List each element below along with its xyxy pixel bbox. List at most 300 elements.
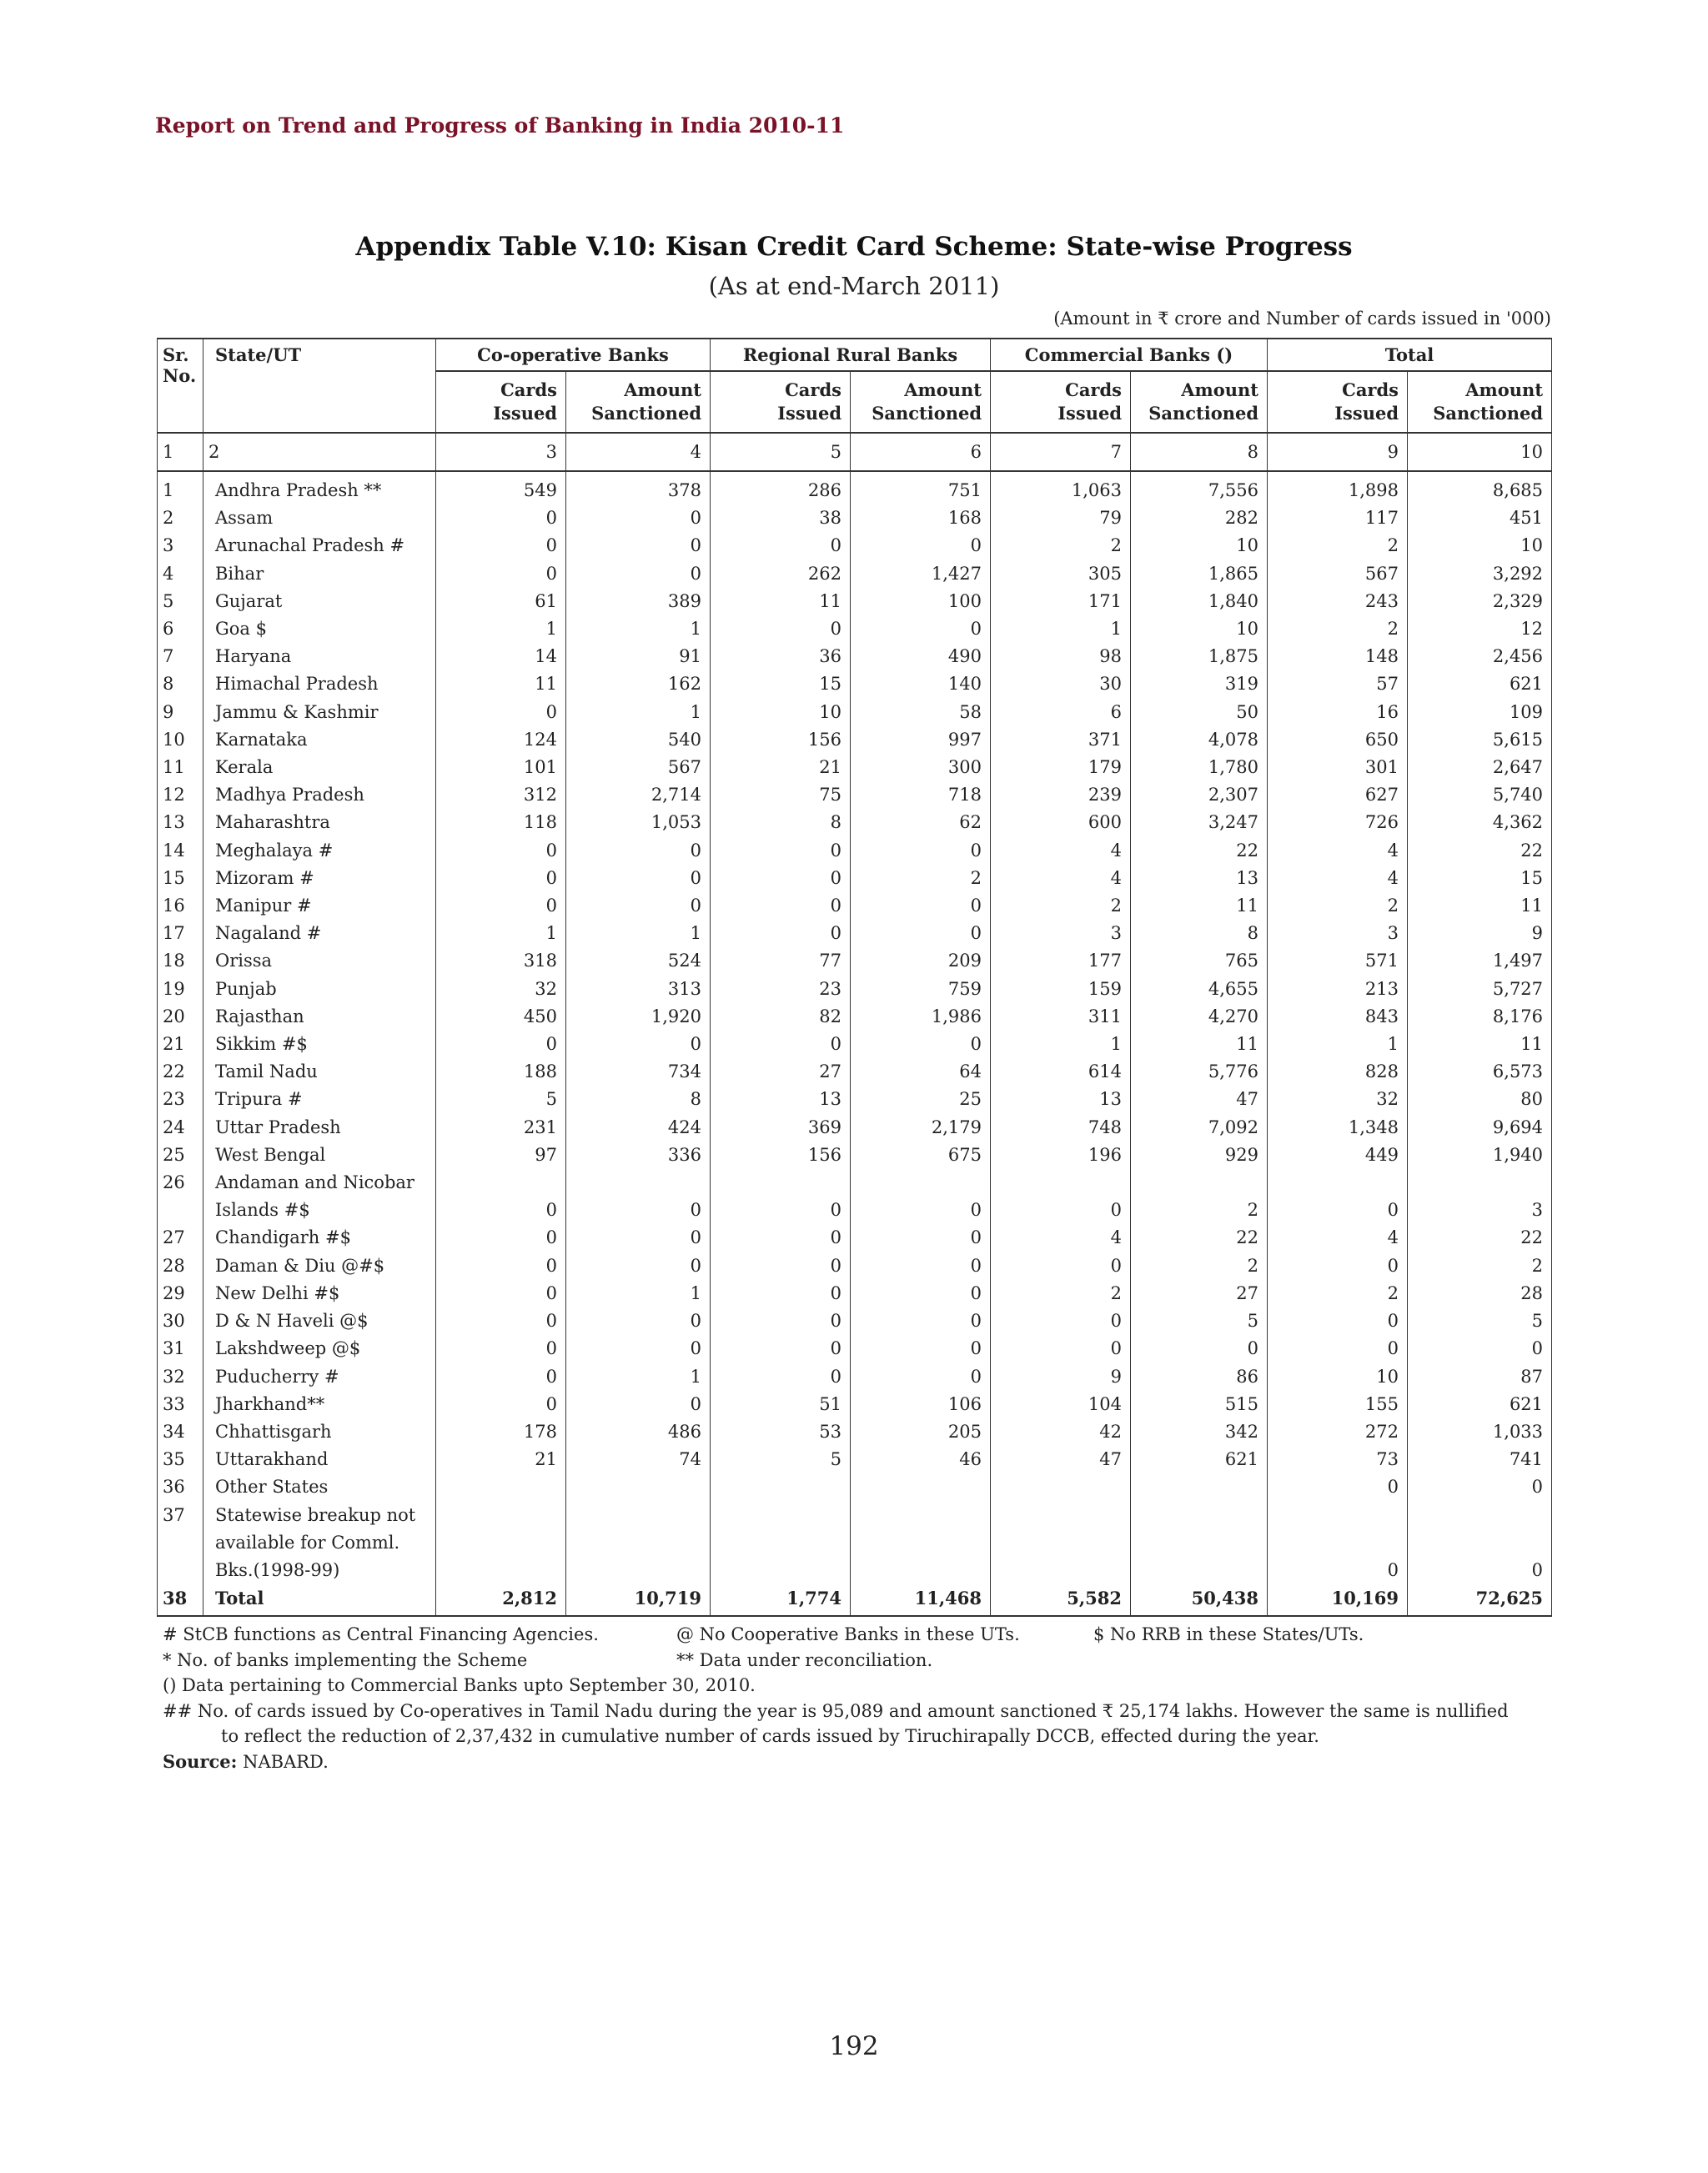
cards-issued-cell: 14 [436,643,566,670]
cards-issued-cell: 0 [1268,1169,1408,1224]
cards-issued-cell: 32 [436,976,566,1003]
amount-sanctioned-cell: 10,719 [566,1584,711,1616]
cards-issued-cell: 10 [711,699,851,726]
sr-no: 18 [158,947,203,975]
amount-sanctioned-cell: 28 [1408,1280,1552,1307]
state-name-line: Arunachal Pradesh # [215,535,405,556]
table-row [158,1280,1552,1307]
amount-sanctioned-cell: 929 [1131,1142,1268,1169]
amount-sanctioned-cell: 5 [1408,1307,1552,1335]
amount-sanctioned-cell: 5 [1131,1307,1268,1335]
cards-issued-cell: 0 [436,560,566,588]
amount-sanctioned-cell: 6,573 [1408,1058,1552,1086]
cards-issued-cell: 118 [436,809,566,836]
state-name [203,1058,436,1086]
cards-issued-cell: 0 [711,1252,851,1280]
state-name-line: Haryana [215,646,292,667]
header-sr-no: Sr. No. [158,339,203,433]
table-row [158,1307,1552,1335]
amount-sanctioned-cell: 0 [851,892,991,920]
cards-issued-cell: 0 [436,1335,566,1363]
table-row [158,892,1552,920]
state-name-line: Chandigarh #$ [215,1227,351,1248]
state-name [203,1280,436,1307]
cards-issued-cell: 450 [436,1003,566,1031]
table-row [158,1169,1552,1224]
amount-sanctioned-cell: 22 [1131,1224,1268,1252]
cards-issued-cell: 4 [1268,837,1408,865]
cards-issued-cell: 57 [1268,670,1408,698]
cards-issued-cell: 21 [436,1446,566,1473]
amount-sanctioned-cell: 27 [1131,1280,1268,1307]
cards-issued-cell: 369 [711,1114,851,1142]
amount-sanctioned-cell: 0 [851,1307,991,1335]
column-number: 2 [203,433,436,471]
column-number: 9 [1268,433,1408,471]
amount-sanctioned-cell: 378 [566,471,711,504]
table-row [158,1363,1552,1391]
cards-issued-cell: 0 [436,1307,566,1335]
cards-issued-cell: 828 [1268,1058,1408,1086]
footnotes [163,1622,1564,1774]
state-name-line: Puducherry # [215,1366,339,1387]
amount-sanctioned-cell: 621 [1408,1391,1552,1418]
amount-sanctioned-cell: 0 [851,1031,991,1058]
amount-sanctioned-cell: 2,456 [1408,643,1552,670]
amount-sanctioned-cell: 0 [851,615,991,643]
amount-sanctioned-cell: 2,179 [851,1114,991,1142]
cards-issued-cell: 5,582 [991,1584,1131,1616]
table-row [158,809,1552,836]
note-star: * No. of banks implementing the Scheme [163,1649,528,1670]
table-row [158,588,1552,615]
state-name [203,947,436,975]
cards-issued-cell: 53 [711,1418,851,1446]
amount-sanctioned-cell: 12 [1408,615,1552,643]
amount-sanctioned-cell: 7,092 [1131,1114,1268,1142]
cards-issued-cell: 79 [991,504,1131,532]
header-amount-sanctioned: Amount Sanctioned [566,371,711,433]
header-state: State/UT [203,339,436,433]
cards-issued-cell: 650 [1268,726,1408,754]
cards-issued-cell: 0 [1268,1473,1408,1501]
sr-no: 10 [158,726,203,754]
note-double-hash-cont: to reflect the reduction of 2,37,432 in cumulative number of cards issued by Tiruchirapally DCCB, effected during the year. [221,1726,1319,1746]
cards-issued-cell: 0 [436,1391,566,1418]
amount-sanctioned-cell: 389 [566,588,711,615]
units-note: (Amount in ₹ crore and Number of cards issued in '000) [1053,309,1551,329]
amount-sanctioned-cell: 621 [1408,670,1552,698]
cards-issued-cell: 0 [436,837,566,865]
cards-issued-cell: 13 [991,1086,1131,1113]
cards-issued-cell: 75 [711,781,851,809]
sr-no: 15 [158,865,203,892]
table-row [158,976,1552,1003]
state-name-line: D & N Haveli @$ [215,1311,369,1332]
table-row [158,1142,1552,1169]
amount-sanctioned-cell: 0 [851,1280,991,1307]
cards-issued-cell: 6 [991,699,1131,726]
amount-sanctioned-cell: 2 [1408,1252,1552,1280]
table-row [158,1391,1552,1418]
state-name-line: Bks.(1998-99) [215,1559,340,1580]
amount-sanctioned-cell: 0 [1408,1335,1552,1363]
amount-sanctioned-cell: 0 [1408,1473,1552,1501]
cards-issued-cell: 0 [436,1224,566,1252]
cards-issued-cell: 0 [711,892,851,920]
amount-sanctioned-cell: 1 [566,920,711,947]
amount-sanctioned-cell [566,1502,711,1585]
state-name [203,1446,436,1473]
state-name-line: Other States [215,1477,329,1498]
sr-no: 24 [158,1114,203,1142]
amount-sanctioned-cell: 3,292 [1408,560,1552,588]
state-name-line: Himachal Pradesh [215,674,379,695]
amount-sanctioned-cell: 342 [1131,1418,1268,1446]
amount-sanctioned-cell: 1 [566,1363,711,1391]
header-cards-issued: Cards Issued [991,371,1131,433]
state-name [203,471,436,504]
amount-sanctioned-cell: 0 [566,837,711,865]
amount-sanctioned-cell: 5,615 [1408,726,1552,754]
cards-issued-cell: 272 [1268,1418,1408,1446]
amount-sanctioned-cell: 336 [566,1142,711,1169]
source-line [163,1749,1564,1775]
amount-sanctioned-cell: 5,740 [1408,781,1552,809]
sr-no: 30 [158,1307,203,1335]
cards-issued-cell: 104 [991,1391,1131,1418]
cards-issued-cell: 10 [1268,1363,1408,1391]
amount-sanctioned-cell: 2 [1131,1252,1268,1280]
cards-issued-cell: 0 [1268,1252,1408,1280]
state-name [203,670,436,698]
cards-issued-cell: 11 [436,670,566,698]
state-name [203,504,436,532]
amount-sanctioned-cell [1131,1502,1268,1585]
cards-issued-cell: 15 [711,670,851,698]
amount-sanctioned-cell: 11 [1408,892,1552,920]
state-name [203,1391,436,1418]
cards-issued-cell: 0 [711,837,851,865]
sr-no: 34 [158,1418,203,1446]
amount-sanctioned-cell: 0 [566,532,711,560]
header-total: Total [1268,339,1552,371]
cards-issued-cell: 748 [991,1114,1131,1142]
state-name [203,920,436,947]
cards-issued-cell: 0 [436,504,566,532]
amount-sanctioned-cell: 759 [851,976,991,1003]
amount-sanctioned-cell: 0 [851,532,991,560]
cards-issued-cell [711,1502,851,1585]
cards-issued-cell: 0 [711,1363,851,1391]
cards-issued-cell: 2 [991,1280,1131,1307]
state-name [203,1003,436,1031]
amount-sanctioned-cell: 0 [851,1224,991,1252]
state-name [203,1363,436,1391]
state-name-line: Manipur # [215,896,312,916]
sr-no: 16 [158,892,203,920]
amount-sanctioned-cell: 1 [566,1280,711,1307]
state-name-line: Statewise breakup not [215,1504,416,1525]
amount-sanctioned-cell: 0 [566,892,711,920]
cards-issued-cell: 2 [1268,1280,1408,1307]
table-row [158,504,1552,532]
amount-sanctioned-cell: 8 [1131,920,1268,947]
cards-issued-cell [436,1473,566,1501]
cards-issued-cell: 177 [991,947,1131,975]
cards-issued-cell: 0 [711,1335,851,1363]
table-row [158,1003,1552,1031]
amount-sanctioned-cell: 1,033 [1408,1418,1552,1446]
state-name-line: Rajasthan [215,1006,304,1026]
cards-issued-cell: 178 [436,1418,566,1446]
cards-issued-cell: 4 [991,865,1131,892]
amount-sanctioned-cell: 1,840 [1131,588,1268,615]
cards-issued-cell: 171 [991,588,1131,615]
state-name [203,1086,436,1113]
state-name-line: Uttar Pradesh [215,1117,341,1137]
amount-sanctioned-cell: 4,270 [1131,1003,1268,1031]
sr-no: 31 [158,1335,203,1363]
cards-issued-cell: 10,169 [1268,1584,1408,1616]
running-head: Report on Trend and Progress of Banking in India 2010-11 [155,113,845,138]
amount-sanctioned-cell: 540 [566,726,711,754]
table-row [158,1473,1552,1501]
cards-issued-cell: 0 [711,1307,851,1335]
cards-issued-cell: 0 [436,532,566,560]
amount-sanctioned-cell: 451 [1408,504,1552,532]
table-row [158,471,1552,504]
sr-no: 2 [158,504,203,532]
state-name [203,976,436,1003]
state-name [203,1502,436,1585]
cards-issued-cell: 627 [1268,781,1408,809]
note-paren: () Data pertaining to Commercial Banks upto September 30, 2010. [163,1675,756,1695]
amount-sanctioned-cell: 621 [1131,1446,1268,1473]
amount-sanctioned-cell: 2,307 [1131,781,1268,809]
cards-issued-cell: 567 [1268,560,1408,588]
state-name-line: Assam [215,508,274,529]
amount-sanctioned-cell: 0 [1131,1335,1268,1363]
cards-issued-cell: 0 [436,1363,566,1391]
amount-sanctioned-cell: 751 [851,471,991,504]
cards-issued-cell: 2 [991,892,1131,920]
cards-issued-cell: 9 [991,1363,1131,1391]
state-name-line: Uttarakhand [215,1449,329,1470]
cards-issued-cell: 23 [711,976,851,1003]
sr-no: 13 [158,809,203,836]
header-amount-sanctioned: Amount Sanctioned [851,371,991,433]
cards-issued-cell: 27 [711,1058,851,1086]
cards-issued-cell: 97 [436,1142,566,1169]
sr-no: 27 [158,1224,203,1252]
cards-issued-cell: 1 [991,615,1131,643]
cards-issued-cell: 239 [991,781,1131,809]
amount-sanctioned-cell: 8 [566,1086,711,1113]
header-cooperative-banks: Co-operative Banks [436,339,711,371]
cards-issued-cell: 188 [436,1058,566,1086]
cards-issued-cell: 156 [711,726,851,754]
state-name-line: Tripura # [215,1089,303,1110]
cards-issued-cell: 0 [436,1169,566,1224]
table-row [158,1058,1552,1086]
amount-sanctioned-cell: 5,776 [1131,1058,1268,1086]
amount-sanctioned-cell [851,1502,991,1585]
sr-no: 5 [158,588,203,615]
state-name-line: New Delhi #$ [215,1282,340,1303]
cards-issued-cell: 0 [711,1224,851,1252]
amount-sanctioned-cell: 106 [851,1391,991,1418]
amount-sanctioned-cell: 22 [1408,837,1552,865]
amount-sanctioned-cell: 2 [851,865,991,892]
sr-no: 33 [158,1391,203,1418]
sr-no: 19 [158,976,203,1003]
amount-sanctioned-cell: 515 [1131,1391,1268,1418]
sr-no: 20 [158,1003,203,1031]
cards-issued-cell: 549 [436,471,566,504]
table-row [158,1224,1552,1252]
cards-issued-cell: 61 [436,588,566,615]
sr-no: 14 [158,837,203,865]
amount-sanctioned-cell: 0 [566,1169,711,1224]
cards-issued-cell: 0 [436,865,566,892]
table-row [158,670,1552,698]
amount-sanctioned-cell: 1,920 [566,1003,711,1031]
state-name [203,1252,436,1280]
cards-issued-cell: 1 [1268,1031,1408,1058]
amount-sanctioned-cell: 1,940 [1408,1142,1552,1169]
cards-issued-cell: 98 [991,643,1131,670]
amount-sanctioned-cell: 2,714 [566,781,711,809]
state-name [203,781,436,809]
amount-sanctioned-cell: 2,329 [1408,588,1552,615]
table-row [158,532,1552,560]
cards-issued-cell: 16 [1268,699,1408,726]
sr-no: 8 [158,670,203,698]
table-row [158,837,1552,865]
column-number: 8 [1131,433,1268,471]
table-row [158,865,1552,892]
amount-sanctioned-cell: 8,685 [1408,471,1552,504]
cards-issued-cell [991,1473,1131,1501]
amount-sanctioned-cell: 10 [1131,532,1268,560]
amount-sanctioned-cell: 5,727 [1408,976,1552,1003]
cards-issued-cell: 4 [1268,1224,1408,1252]
state-name-line: Jharkhand** [215,1393,325,1414]
amount-sanctioned-cell: 162 [566,670,711,698]
sr-no: 38 [158,1584,203,1616]
amount-sanctioned-cell: 4,655 [1131,976,1268,1003]
amount-sanctioned-cell: 11 [1131,1031,1268,1058]
table-row [158,560,1552,588]
amount-sanctioned-cell: 0 [851,1335,991,1363]
cards-issued-cell: 38 [711,504,851,532]
cards-issued-cell: 3 [1268,920,1408,947]
cards-issued-cell: 51 [711,1391,851,1418]
amount-sanctioned-cell: 1,780 [1131,754,1268,781]
cards-issued-cell: 571 [1268,947,1408,975]
state-name-line: Orissa [215,951,273,971]
amount-sanctioned-cell: 0 [851,1252,991,1280]
sr-no: 11 [158,754,203,781]
amount-sanctioned-cell: 3 [1408,1169,1552,1224]
cards-issued-cell: 0 [711,1280,851,1307]
cards-issued-cell: 843 [1268,1003,1408,1031]
table-row [158,1114,1552,1142]
amount-sanctioned-cell: 741 [1408,1446,1552,1473]
page-number: 192 [829,2031,879,2061]
cards-issued-cell: 0 [436,699,566,726]
cards-issued-cell: 179 [991,754,1131,781]
cards-issued-cell: 0 [436,1252,566,1280]
sr-no: 4 [158,560,203,588]
state-name [203,615,436,643]
table-subtitle: (As at end-March 2011) [708,272,1000,300]
amount-sanctioned-cell: 0 [851,1169,991,1224]
cards-issued-cell: 21 [711,754,851,781]
state-name [203,892,436,920]
amount-sanctioned-cell: 205 [851,1418,991,1446]
state-name [203,1114,436,1142]
table-row [158,947,1552,975]
cards-issued-cell: 30 [991,670,1131,698]
cards-issued-cell: 1 [436,615,566,643]
amount-sanctioned-cell: 524 [566,947,711,975]
cards-issued-cell: 0 [991,1169,1131,1224]
total-row [158,1584,1552,1616]
amount-sanctioned-cell: 1,875 [1131,643,1268,670]
state-name-line: Bihar [215,563,264,584]
amount-sanctioned-cell: 0 [566,1391,711,1418]
cards-issued-cell: 47 [991,1446,1131,1473]
cards-issued-cell: 42 [991,1418,1131,1446]
state-name-line: Jammu & Kashmir [215,701,379,722]
cards-issued-cell: 2 [1268,615,1408,643]
cards-issued-cell: 1 [991,1031,1131,1058]
state-name-line: Kerala [215,757,274,778]
sr-no: 25 [158,1142,203,1169]
sr-no: 6 [158,615,203,643]
state-name-line: Meghalaya # [215,840,334,861]
source-text: NABARD. [237,1751,329,1772]
state-name-line: Lakshdweep @$ [215,1338,361,1359]
column-number: 5 [711,433,851,471]
amount-sanctioned-cell: 0 [851,1363,991,1391]
cards-issued-cell: 77 [711,947,851,975]
amount-sanctioned-cell [851,1473,991,1501]
amount-sanctioned-cell: 1,497 [1408,947,1552,975]
cards-issued-cell: 0 [711,1031,851,1058]
cards-issued-cell: 32 [1268,1086,1408,1113]
amount-sanctioned-cell: 4,362 [1408,809,1552,836]
amount-sanctioned-cell: 0 [566,1252,711,1280]
state-name [203,1307,436,1335]
amount-sanctioned-cell: 2,647 [1408,754,1552,781]
table-row [158,1086,1552,1113]
cards-issued-cell: 371 [991,726,1131,754]
state-name-line: Karnataka [215,729,308,750]
state-name [203,1142,436,1169]
cards-issued-cell: 1,063 [991,471,1131,504]
cards-issued-cell: 73 [1268,1446,1408,1473]
table-row [158,1031,1552,1058]
cards-issued-cell: 726 [1268,809,1408,836]
cards-issued-cell: 1,898 [1268,471,1408,504]
cards-issued-cell [436,1502,566,1585]
sr-no: 37 [158,1502,203,1585]
amount-sanctioned-cell: 100 [851,588,991,615]
cards-issued-cell: 82 [711,1003,851,1031]
